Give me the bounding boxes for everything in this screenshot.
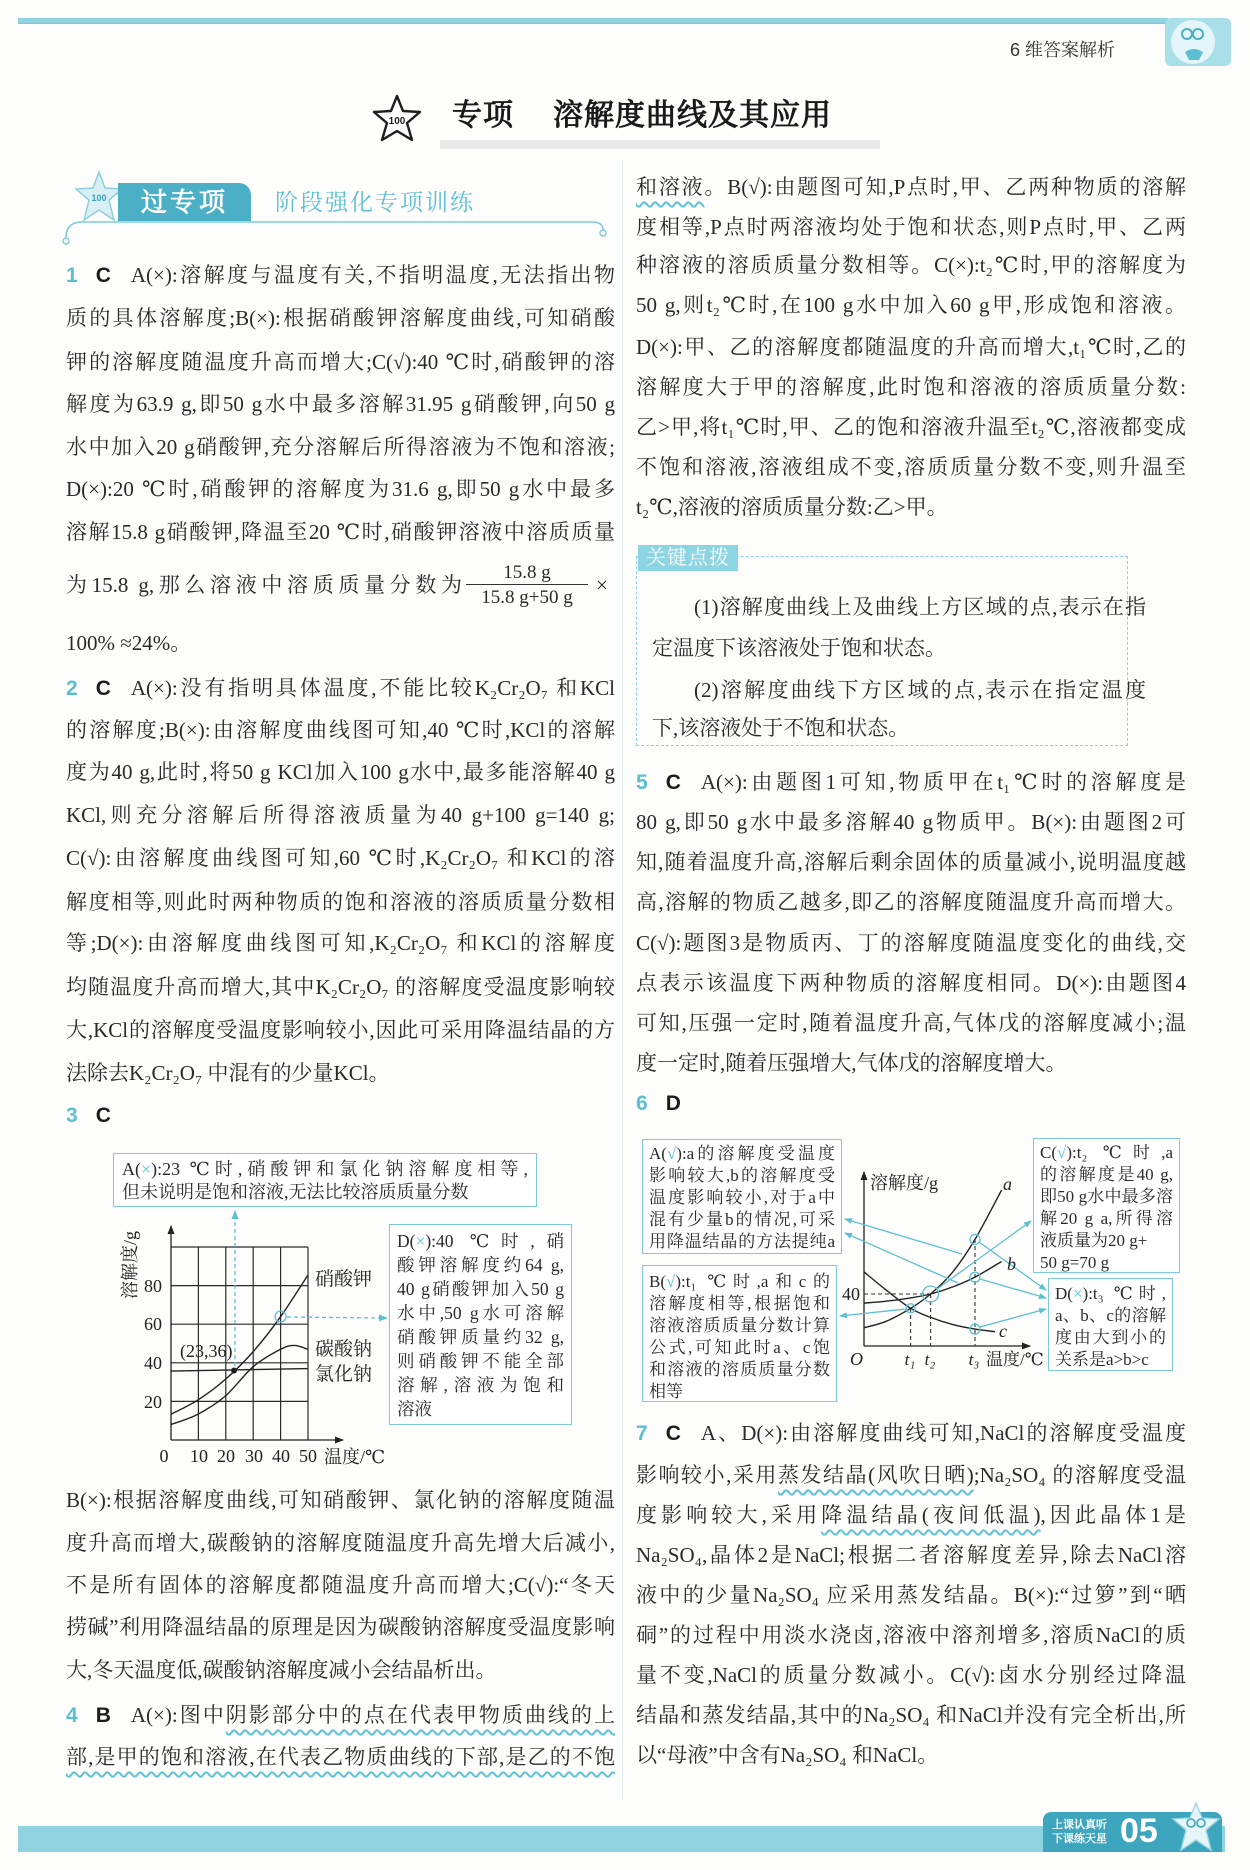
y-tick-40: 40 — [144, 1353, 162, 1373]
question-4-line: 种溶液的溶质质量分数相等。C(×):t₂℃时,甲的溶解度为 — [636, 253, 1186, 277]
callout-line: 解20 g a,所得溶 — [1040, 1209, 1173, 1228]
curve-b — [864, 1262, 1002, 1304]
key-tip-line: 下,该溶液处于不饱和状态。 — [652, 716, 910, 740]
answer-text: ,因此晶体1是 — [1040, 1503, 1187, 1527]
callout-prefix: D( — [397, 1231, 416, 1251]
question-1-line: 水中加入20 g硝酸钾,充分溶解后所得溶液为不饱和溶液; — [66, 435, 615, 459]
answer-letter: C — [95, 264, 111, 287]
svg-text:100: 100 — [388, 116, 406, 127]
x-tick-10: 10 — [190, 1446, 208, 1466]
question-5-line — [636, 767, 1186, 797]
callout-line: 溶液溶质质量分数计算 — [649, 1316, 830, 1335]
answer-letter: B — [95, 1704, 111, 1727]
question-1-line: 为15.8 g,那么溶液中溶质质量分数为 — [66, 573, 462, 597]
callout-line: 但未说明是饱和溶液,无法比较溶质质量分数 — [122, 1182, 469, 1202]
answer-letter: C — [95, 677, 111, 700]
callout-line: 用降温结晶的方法提纯a — [649, 1232, 835, 1251]
question-5-line: 高,溶解的物质乙越多,即乙的溶解度随温度升高而增大。 — [636, 890, 1186, 914]
curve-nacl — [171, 1369, 308, 1372]
cross-mark-icon: × — [415, 1231, 426, 1251]
section-underline — [60, 215, 612, 247]
question-number: 3 — [66, 1104, 78, 1127]
x-tick-30: 30 — [245, 1446, 263, 1466]
question-4-line — [636, 172, 1186, 202]
question-1-line: D(×):20 ℃时,硝酸钾的溶解度为31.6 g,即50 g水中最多 — [66, 477, 615, 501]
question-number: 7 — [636, 1422, 648, 1445]
x-tick-t2: t₂ — [924, 1350, 936, 1369]
callout-line — [397, 1229, 564, 1253]
callout-text: ):t₂ ℃时,a — [1066, 1143, 1173, 1162]
callout-box-a — [113, 1153, 537, 1207]
reference-dashes — [864, 1239, 975, 1346]
question-7-line: 结晶和蒸发结晶,其中的Na₂SO₄ 和NaCl并没有完全析出,所 — [636, 1703, 1186, 1727]
callout-line: 温度影响较小,对于a中 — [649, 1188, 835, 1207]
callout-line: 硝酸钾质量约32 g, — [397, 1327, 564, 1347]
question-2-line: KCl,则充分溶解后所得溶液质量为40 g+100 g=140 g; — [66, 803, 615, 827]
answer-text: 度影响较大,采用 — [636, 1503, 822, 1527]
x-tick-t3: t₃ — [968, 1350, 980, 1369]
callout-text: ):23 ℃时,硝酸钾和氯化钠溶解度相等, — [151, 1159, 528, 1179]
question-number: 4 — [66, 1704, 78, 1727]
callout-line: 溶解,溶液为饱和 — [397, 1375, 564, 1395]
callout-line — [122, 1158, 528, 1181]
question-1-line: 钾的溶解度随温度升高而增大;C(√):40 ℃时,硝酸钾的溶 — [66, 350, 615, 374]
question-3-header — [66, 1100, 615, 1130]
x-tick-20: 20 — [217, 1446, 235, 1466]
question-1-line: 溶解15.8 g硝酸钾,降温至20 ℃时,硝酸钾溶液中溶质质量 — [66, 520, 615, 544]
question-2-line: 等;D(×):由溶解度曲线图可知,K₂Cr₂O₇ 和KCl的溶解度 — [66, 931, 615, 955]
key-tip-label: 关键点拨 — [638, 545, 738, 571]
book-title: 6 维答案解析 — [1010, 40, 1116, 60]
series-label-kno3: 硝酸钾 — [315, 1269, 373, 1290]
callout-line: 液质量为20 g+ — [1040, 1231, 1148, 1250]
callout-text: ):t₃ ℃时, — [1082, 1284, 1166, 1303]
question-2-line: 大,KCl的溶解度受温度影响较小,因此可采用降温结晶的方 — [66, 1018, 615, 1042]
question-4-line: 不饱和溶液,溶液组成不变,溶质质量分数不变,则升温至 — [636, 455, 1186, 479]
question-7-line: 液中的少量Na₂SO₄ 应采用蒸发结晶。B(×):“过箩”到“晒 — [636, 1583, 1186, 1607]
question-4-line: 乙>甲,将t₁℃时,甲、乙的饱和溶液升温至t₂℃,溶液都变成 — [636, 415, 1186, 439]
question-2-line: 法除去K₂Cr₂O₇ 中混有的少量KCl。 — [66, 1061, 390, 1085]
fraction — [466, 561, 588, 611]
check-mark-icon: √ — [1057, 1143, 1067, 1162]
answer-text: A(×):没有指明具体温度,不能比较K₂Cr₂O₇ 和KCl — [130, 676, 615, 700]
fraction-denominator: 15.8 g+50 g — [481, 587, 573, 608]
question-1-line: 100% ≈24%。 — [66, 631, 192, 655]
emphasis-underline: 阴影部分中的点在代表甲物质曲线的上 — [225, 1703, 615, 1727]
callout-text: ):a的溶解度受温度 — [676, 1144, 835, 1163]
x-tick-t1: t₁ — [904, 1350, 916, 1369]
question-5-line: C(√):题图3是物质丙、丁的溶解度随温度变化的曲线,交 — [636, 931, 1186, 955]
answer-letter: D — [665, 1092, 681, 1115]
x-axis-label: 温度/℃ — [324, 1447, 386, 1467]
callout-line — [649, 1271, 830, 1293]
y-tick-20: 20 — [144, 1392, 162, 1412]
question-7-line — [636, 1418, 1186, 1448]
check-mark-icon: √ — [666, 1144, 677, 1163]
series-label-nacl: 氯化钠 — [315, 1364, 373, 1385]
question-3-line: 度升高而增大,碳酸钠的溶解度随温度升高先增大后减小, — [66, 1531, 615, 1555]
check-mark-icon: √ — [666, 1272, 676, 1291]
y-tick-80: 80 — [144, 1276, 162, 1296]
question-1-line: 质的具体溶解度;B(×):根据硝酸钾溶解度曲线,可知硝酸 — [66, 306, 615, 330]
callout-line: 度由大到小的 — [1055, 1328, 1166, 1347]
callout-line: 关系是a>b>c — [1055, 1350, 1149, 1369]
y-tick-60: 60 — [144, 1314, 162, 1334]
question-7-line: 量不变,NaCl的质量分数减小。C(√):卤水分别经过降温 — [636, 1663, 1186, 1687]
callout-line: 和溶液的溶质质量分数 — [649, 1360, 830, 1379]
question-4-line: D(×):甲、乙的溶解度都随温度的升高而增大,t₁℃时,乙的 — [636, 335, 1186, 359]
question-number: 5 — [636, 771, 648, 794]
curve-a — [864, 1190, 1002, 1328]
question-4-line — [66, 1700, 615, 1730]
callout-prefix: A( — [649, 1144, 667, 1163]
question-2-line: C(√):由溶解度曲线图可知,60 ℃时,K₂Cr₂O₇ 和KCl的溶 — [66, 846, 615, 870]
key-tip-line: (1)溶解度曲线上及曲线上方区域的点,表示在指 — [694, 595, 1146, 619]
question-4-line: 50 g,则t₂℃时,在100 g水中加入60 g甲,形成饱和溶液。 — [636, 293, 1186, 317]
question-5-line: 度一定时,随着压强增大,气体戊的溶解度增大。 — [636, 1051, 1067, 1075]
star-badge-icon — [370, 93, 424, 143]
slogan-line: 上课认真听 — [1052, 1819, 1107, 1831]
mascot-icon — [1163, 16, 1233, 68]
question-2-line: 的溶解度;B(×):由溶解度曲线图可知,40 ℃时,KCl的溶解 — [66, 718, 615, 742]
x-axis-label: 温度/℃ — [986, 1350, 1044, 1369]
callout-line: a、b、c的溶解 — [1055, 1306, 1166, 1325]
callout-line: 酸钾溶解度约64 g, — [397, 1255, 564, 1275]
point-label: (23,36) — [180, 1341, 233, 1361]
question-7-line: Na₂SO₄,晶体2是NaCl;根据二者溶解度差异,除去NaCl溶 — [636, 1543, 1186, 1567]
question-7-line: 硐”的过程中用淡水浇卤,溶液中溶剂增多,溶质NaCl的质 — [636, 1623, 1186, 1647]
question-7-line — [636, 1500, 1186, 1530]
answer-text: 。B(√):由题图可知,P点时,甲、乙两种物质的溶解 — [704, 175, 1187, 199]
question-3-line: 不是所有固体的溶解度都随温度升高而增大;C(√):“冬天 — [66, 1573, 615, 1597]
page-title: 溶解度曲线及其应用 — [553, 99, 832, 132]
callout-line: 40 g硝酸钾加入50 g — [397, 1279, 564, 1299]
slogan-line: 下课练天星 — [1052, 1833, 1107, 1845]
callout-box-a — [642, 1139, 842, 1254]
answer-text: 影响较小,采用 — [636, 1463, 778, 1487]
svg-text:100: 100 — [91, 193, 107, 203]
series-label-a: a — [1003, 1174, 1012, 1194]
question-2-line: 均随温度升高而增大,其中K₂Cr₂O₇ 的溶解度受温度影响较 — [66, 975, 615, 999]
series-label-b: b — [1007, 1254, 1016, 1274]
callout-box-d — [1048, 1278, 1173, 1371]
callout-line: 影响较大,b的溶解度受 — [649, 1166, 835, 1185]
section-tab: 过专项 — [118, 183, 251, 221]
answer-text: A(×):图中 — [130, 1703, 226, 1727]
callout-line: 则硝酸钾不能全部 — [397, 1351, 564, 1371]
key-tip-line: (2)溶解度曲线下方区域的点,表示在指定温度 — [694, 678, 1146, 702]
answer-text: A、D(×):由溶解度曲线可知,NaCl的溶解度受温度 — [700, 1421, 1186, 1445]
question-7-line: 以“母液”中含有Na₂SO₄ 和NaCl。 — [636, 1743, 939, 1767]
callout-box-d — [389, 1224, 572, 1425]
key-tip-line: 定温度下该溶液处于饱和状态。 — [652, 636, 946, 660]
x-tick-50: 50 — [299, 1446, 317, 1466]
callout-arrow-d — [287, 1317, 387, 1318]
answer-letter: C — [95, 1104, 111, 1127]
callout-box-c — [1033, 1138, 1180, 1273]
intersection-dot — [231, 1368, 237, 1374]
cross-mark-icon: × — [141, 1159, 152, 1179]
callout-line — [649, 1143, 835, 1165]
callout-line: 的溶解度是40 g, — [1040, 1165, 1173, 1184]
question-4-line: t₂℃,溶液的溶质质量分数:乙>甲。 — [636, 495, 948, 519]
series-label-na2co3: 碳酸钠 — [315, 1339, 373, 1360]
emphasis-underline: 部,是甲的饱和溶液,在代表乙物质曲线的下部,是乙的不饱 — [66, 1745, 615, 1769]
section-subtitle: 阶段强化专项训练 — [275, 189, 475, 215]
callout-box-b — [642, 1265, 837, 1402]
y-axis-label: 溶解度/g — [870, 1173, 939, 1193]
title-prefix: 专项 — [452, 99, 514, 132]
y-axis-label: 溶解度/g — [120, 1231, 140, 1300]
question-5-line: 可知,压强一定时,随着温度升高,气体戊的溶解度减小;温 — [636, 1011, 1186, 1035]
question-5-line: 80 g,即50 g水中最多溶解40 g物质甲。B(×):由题图2可 — [636, 810, 1186, 834]
callout-prefix: D( — [1055, 1284, 1073, 1303]
question-7-line — [636, 1460, 1186, 1490]
callout-line: 50 g=70 g — [1040, 1253, 1110, 1272]
callout-line: 即50 g水中最多溶 — [1040, 1187, 1173, 1206]
question-3-line: B(×):根据溶解度曲线,可知硝酸钾、氯化钠的溶解度随温 — [66, 1488, 615, 1512]
question-number: 6 — [636, 1092, 648, 1115]
question-3-line: 大,冬天温度低,碳酸钠溶解度减小会结晶析出。 — [66, 1658, 497, 1682]
answer-letter: C — [665, 771, 681, 794]
question-4-line: 溶解度大于甲的溶解度,此时饱和溶液的溶质质量分数: — [636, 375, 1186, 399]
question-2-line: 度为40 g,此时,将50 g KCl加入100 g水中,最多能溶解40 g — [66, 760, 615, 784]
callout-line: 相等 — [649, 1382, 683, 1401]
answer-text: A(×):由题图1可知,物质甲在t₁℃时的溶解度是 — [700, 770, 1186, 794]
question-2-line: 解度相等,则此时两种物质的饱和溶液的溶质质量分数相 — [66, 890, 615, 914]
column-divider — [622, 160, 623, 1800]
callout-line: 混有少量b的情况,可采 — [649, 1210, 835, 1229]
title-underband — [440, 140, 880, 149]
question-2-line — [66, 673, 615, 703]
origin-label: O — [850, 1349, 863, 1369]
callout-line — [1055, 1283, 1166, 1305]
emphasis-underline: 蒸发结晶(风吹日晒) — [777, 1463, 974, 1487]
top-decor-bar — [18, 18, 1168, 24]
callout-text: ):40 ℃时,硝 — [425, 1231, 564, 1251]
fraction-numerator: 15.8 g — [466, 561, 588, 585]
callout-line: 溶液 — [397, 1399, 432, 1419]
footer-mascot-icon — [1168, 1800, 1224, 1854]
question-4-line — [66, 1742, 615, 1772]
x-tick-0: 0 — [159, 1446, 169, 1466]
multiply-sign: × — [596, 573, 608, 597]
question-5-line: 知,随着温度升高,溶解后剩余固体的质量减小,说明温度越 — [636, 850, 1186, 874]
cross-mark-icon: × — [1072, 1284, 1083, 1303]
callout-line: 水中,50 g水可溶解 — [397, 1303, 564, 1323]
callout-prefix: C( — [1040, 1143, 1057, 1162]
x-tick-40: 40 — [272, 1446, 290, 1466]
question-number: 2 — [66, 677, 78, 700]
y-tick-40: 40 — [842, 1284, 860, 1304]
question-4-line: 度相等,P点时两溶液均处于饱和状态,则P点时,甲、乙两 — [636, 215, 1186, 239]
callout-line: 溶解度相等,根据饱和 — [649, 1294, 830, 1313]
callout-line — [1040, 1142, 1173, 1164]
callout-prefix: A( — [122, 1159, 141, 1179]
question-number: 1 — [66, 264, 78, 287]
emphasis-underline: 降温结晶(夜间低温) — [821, 1503, 1041, 1527]
callout-prefix: B( — [649, 1272, 666, 1291]
page-number: 05 — [1120, 1812, 1158, 1850]
question-5-line: 点表示该温度下两种物质的溶解度相同。D(×):由题图4 — [636, 971, 1186, 995]
question-1-line: 解度为63.9 g,即50 g水中最多溶解31.95 g硝酸钾,向50 g — [66, 392, 615, 416]
callout-text: ):t₁ ℃时,a和c的 — [675, 1272, 830, 1291]
callout-line: 公式,可知此时a、c饱 — [649, 1338, 830, 1357]
answer-letter: C — [665, 1422, 681, 1445]
footer-slogan — [1052, 1818, 1107, 1846]
answer-text: A(×):溶解度与温度有关,不指明温度,无法指出物 — [130, 263, 615, 287]
series-label-c: c — [999, 1321, 1007, 1341]
question-1-line — [66, 260, 615, 290]
answer-text: ;Na₂SO₄ 的溶解度受温 — [973, 1463, 1186, 1487]
question-6-header — [636, 1088, 1186, 1118]
emphasis-underline: 和溶液 — [636, 175, 705, 199]
question-3-line: 捞碱”利用降温结晶的原理是因为碳酸钠溶解度受温度影响 — [66, 1615, 615, 1639]
